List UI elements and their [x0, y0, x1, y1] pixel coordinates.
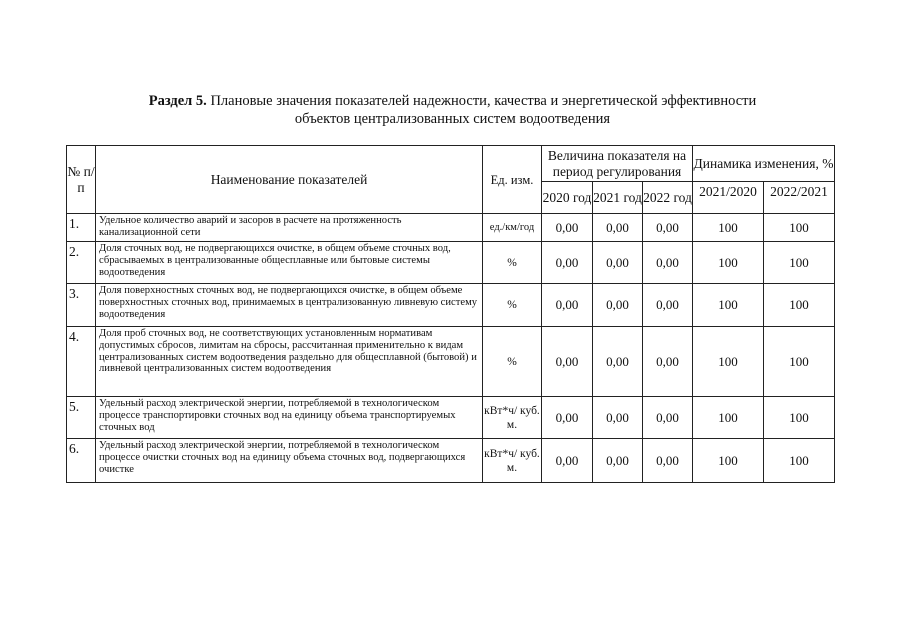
row-dynamics-1: 100	[693, 439, 764, 483]
row-value-2020: 0,00	[542, 284, 593, 327]
header-row-1	[67, 146, 835, 182]
row-dynamics-2: 100	[764, 214, 835, 242]
row-name: Удельный расход электрической энергии, потребляемой в технологическом процессе транспортировки сточных вод на единицу объема транспортируемых сточных вод	[96, 397, 483, 439]
table-row	[67, 397, 835, 439]
table-row	[67, 327, 835, 397]
table-row	[67, 214, 835, 242]
row-dynamics-1: 100	[693, 397, 764, 439]
row-value-2022: 0,00	[643, 214, 693, 242]
header-year-2020: 2020 год	[542, 182, 593, 214]
row-name: Доля поверхностных сточных вод, не подвергающихся очистке, в общем объеме поверхностных сточных вод, принимаемых в централизованную ливневую систему водоотведения	[96, 284, 483, 327]
row-value-2020: 0,00	[542, 439, 593, 483]
row-value-2020: 0,00	[542, 214, 593, 242]
header-year-2021: 2021 год	[593, 182, 643, 214]
title-line-2: объектов централизованных систем водоотведения	[294, 111, 611, 127]
row-unit: %	[483, 284, 542, 327]
row-unit: ед./км/год	[483, 214, 542, 242]
row-num: 2.	[67, 242, 96, 284]
row-num: 1.	[67, 214, 96, 242]
table-row	[67, 284, 835, 327]
row-value-2021: 0,00	[593, 327, 643, 397]
row-name: Удельное количество аварий и засоров в расчете на протяженность канализационной сети	[96, 214, 483, 242]
row-dynamics-2: 100	[764, 397, 835, 439]
row-num: 6.	[67, 439, 96, 483]
row-dynamics-1: 100	[693, 327, 764, 397]
row-dynamics-1: 100	[693, 242, 764, 284]
row-dynamics-1: 100	[693, 214, 764, 242]
header-dynamics-group: Динамика изменения, %	[693, 146, 835, 182]
row-value-2022: 0,00	[643, 397, 693, 439]
row-value-2022: 0,00	[643, 284, 693, 327]
row-value-2020: 0,00	[542, 397, 593, 439]
row-value-2021: 0,00	[593, 284, 643, 327]
section-label: Раздел 5.	[148, 93, 207, 109]
row-dynamics-2: 100	[764, 284, 835, 327]
header-dynamics-2021-2020: 2021/2020	[693, 182, 764, 214]
row-unit: кВт*ч/ куб. м.	[483, 397, 542, 439]
header-name: Наименование показателей	[96, 146, 483, 214]
table-row	[67, 439, 835, 483]
table-row	[67, 242, 835, 284]
row-value-2020: 0,00	[542, 327, 593, 397]
row-name: Удельный расход электрической энергии, потребляемой в технологическом процессе очистки сточных вод на единицу объема сточных вод, подвергающихся очистке	[96, 439, 483, 483]
row-value-2022: 0,00	[643, 242, 693, 284]
row-dynamics-2: 100	[764, 439, 835, 483]
row-num: 4.	[67, 327, 96, 397]
row-value-2021: 0,00	[593, 214, 643, 242]
row-num: 5.	[67, 397, 96, 439]
title-text: Плановые значения показателей надежности, качества и энергетической эффективности	[206, 93, 757, 109]
row-value-2022: 0,00	[643, 327, 693, 397]
row-name: Доля сточных вод, не подвергающихся очистке, в общем объеме сточных вод, сбрасываемых в централизованные общесплавные или бытовые системы водоотведения	[96, 242, 483, 284]
header-unit: Ед. изм.	[483, 146, 542, 214]
row-value-2020: 0,00	[542, 242, 593, 284]
section-title	[0, 92, 905, 128]
row-value-2021: 0,00	[593, 439, 643, 483]
header-value-group: Величина показателя на период регулирования	[542, 146, 693, 182]
row-value-2021: 0,00	[593, 397, 643, 439]
header-dynamics-2022-2021: 2022/2021	[764, 182, 835, 214]
indicators-table	[66, 145, 835, 483]
row-value-2022: 0,00	[643, 439, 693, 483]
row-dynamics-2: 100	[764, 242, 835, 284]
row-unit: %	[483, 242, 542, 284]
row-dynamics-1: 100	[693, 284, 764, 327]
row-num: 3.	[67, 284, 96, 327]
row-name: Доля проб сточных вод, не соответствующих установленным нормативам допустимых сбросов, лимитам на сбросы, рассчитанная применительно к видам централизованных систем водоотведения раздельно для общесплавной (бытовой) и ливневой централизованных систем водоотведения	[96, 327, 483, 397]
row-unit: %	[483, 327, 542, 397]
row-unit: кВт*ч/ куб. м.	[483, 439, 542, 483]
title-line-1	[0, 92, 905, 110]
row-value-2021: 0,00	[593, 242, 643, 284]
header-num: № п/п	[67, 146, 96, 214]
header-year-2022: 2022 год	[643, 182, 693, 214]
row-dynamics-2: 100	[764, 327, 835, 397]
